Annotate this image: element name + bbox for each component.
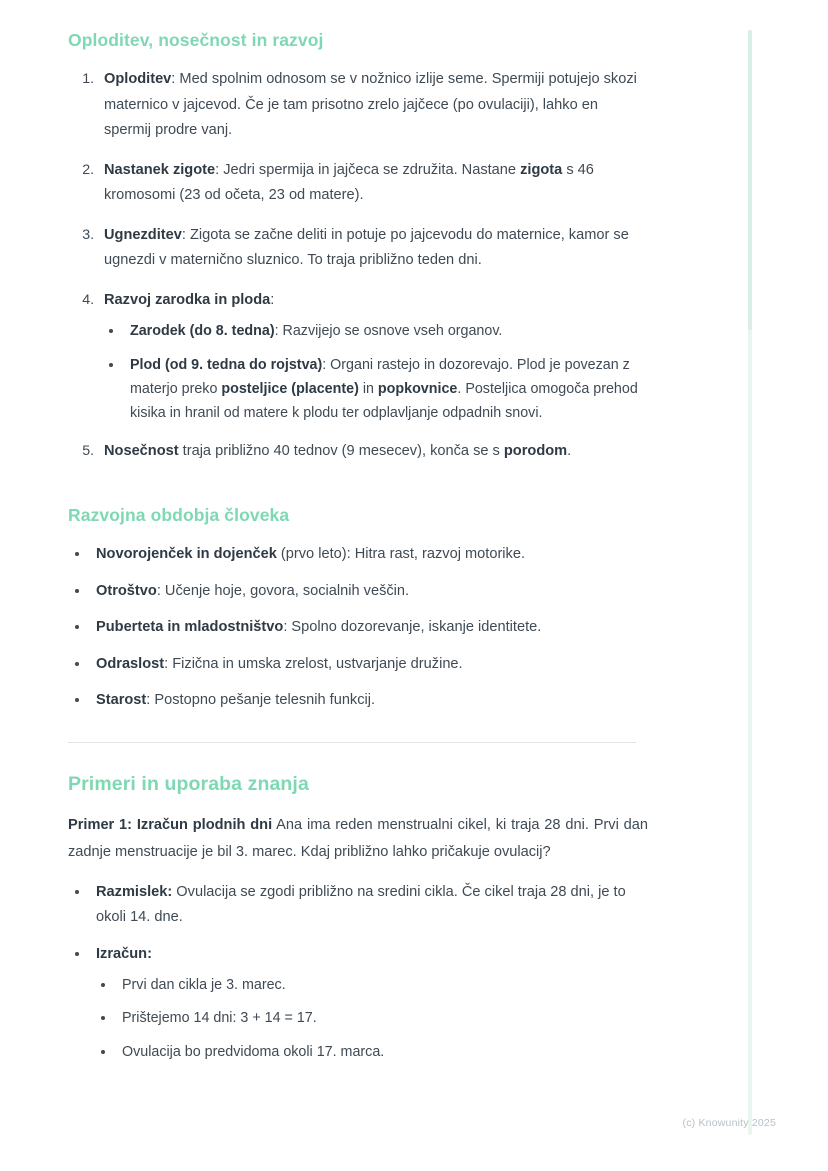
- sub-list-item: [124, 353, 648, 426]
- list-item-lead: Oploditev: [104, 71, 172, 87]
- list-item-text: : Postopno pešanje telesnih funkcij.: [146, 692, 376, 709]
- list-item-text: : Spolno dozorevanje, iskanje identitete.: [283, 619, 542, 636]
- list-item: [98, 439, 648, 465]
- list-item-lead-2: porodom: [503, 443, 568, 460]
- sub-list-item-text-3: . Posteljica omogoča prehod kisika in hranil od matere k plodu ter odplavljanje odpadnih snovi.: [130, 380, 638, 422]
- sub-list-item-text: : Razvijejo se osnove vseh organov.: [274, 323, 503, 340]
- spacer: [68, 479, 648, 505]
- example-lead: Primer 1: Izračun plodnih dni: [68, 816, 273, 833]
- list-item-lead: Puberteta in mladostništvo: [96, 619, 284, 636]
- list-item: [98, 223, 648, 274]
- list-item-text: : Učenje hoje, govora, socialnih veščin.: [156, 582, 410, 599]
- section-title-razvojna-obdobja: Razvojna obdobja človeka: [68, 504, 290, 525]
- list-item: [98, 67, 648, 144]
- example-paragraph: [68, 812, 648, 866]
- example-text: Ana ima reden menstrualni cikel, ki traja 28 dni. Prvi dan zadnje menstruacije je bil 3. marec. Kdaj približno lahko pričakuje ovulacij?: [68, 816, 649, 860]
- list-item-lead-2: zigota: [520, 161, 563, 178]
- list-item: [90, 880, 648, 931]
- list-item: [90, 615, 648, 641]
- section-title-oploditev: Oploditev, nosečnost in razvoj: [68, 30, 324, 50]
- list-item: [90, 688, 648, 714]
- sub-list-item: • Prvi dan cikla je 3. marec.: [116, 973, 648, 997]
- list-item-lead: Starost: [96, 692, 147, 709]
- list-item: [98, 288, 648, 426]
- document-content: [68, 30, 648, 1075]
- sub-list-razvoj: [104, 319, 648, 425]
- list-item-lead: Nosečnost: [104, 443, 179, 460]
- list-item-text: : Jedri spermija in jajčeca se združita. Nastane: [215, 161, 521, 178]
- list-item: [90, 652, 648, 678]
- scrollbar-thumb[interactable]: [748, 30, 752, 330]
- sub-list-item: • Prištejemo 14 dni: 3 + 14 = 17.: [116, 1006, 648, 1030]
- sub-list-item-lead: Plod (od 9. tedna do rojstva): [130, 356, 323, 373]
- sub-list-izracun: [96, 973, 648, 1064]
- sub-list-item-lead: Zarodek (do 8. tedna): [130, 323, 275, 340]
- list-item-text: traja približno 40 tednov (9 mesecev), konča se s: [178, 443, 504, 460]
- list-item-lead: Razmislek:: [96, 883, 173, 900]
- list-item-lead: Razvoj zarodka in ploda: [104, 291, 271, 308]
- list-item-text: Ovulacija se zgodi približno na sredini cikla. Če cikel traja 28 dni, je to okoli 14. dne.: [96, 883, 626, 926]
- sub-list-item: [124, 319, 648, 343]
- list-item: [98, 158, 648, 209]
- list-item-text: : Zigota se začne deliti in potuje po jajcevodu do maternice, kamor se ugnezdi v maternično sluznico. To traja približno teden dni.: [104, 226, 629, 269]
- list-item-lead: Ugnezditev: [104, 226, 182, 243]
- list-item: [90, 542, 648, 568]
- list-item-text: : Fizična in umska zrelost, ustvarjanje družine.: [164, 655, 463, 672]
- list-item-text-2: .: [567, 443, 572, 460]
- list-item-lead: Izračun:: [96, 945, 152, 962]
- sub-list-item-lead-2: posteljice (placente): [221, 380, 359, 397]
- sub-list-item-text: : Organi rastejo in dozorevajo. Plod je povezan z materjo preko: [130, 356, 630, 397]
- list-item-lead: Otroštvo: [96, 582, 157, 599]
- ordered-list-oploditev: [68, 67, 648, 465]
- list-item-lead: Novorojenček in dojenček: [96, 545, 277, 562]
- bulleted-list-primeri: [68, 880, 648, 1064]
- section-divider: [68, 742, 636, 743]
- sub-list-item-text-2: in: [358, 380, 378, 397]
- footer-copyright: (c) Knowunity 2025: [682, 1117, 776, 1129]
- list-item-lead: Nastanek zigote: [104, 161, 216, 178]
- list-item-text-2: s 46 kromosomi (23 od očeta, 23 od matere).: [104, 161, 594, 204]
- sub-list-item: • Ovulacija bo predvidoma okoli 17. marca.: [116, 1040, 648, 1064]
- list-item: [90, 579, 648, 605]
- list-item-text: (prvo leto): Hitra rast, razvoj motorike.: [276, 545, 526, 562]
- section-title-primeri: Primeri in uporaba znanja: [68, 772, 309, 795]
- list-item-lead: Odraslost: [96, 655, 165, 672]
- list-item-text: : Med spolnim odnosom se v nožnico izlije seme. Spermiji potujejo skozi maternico v jajcevod. Če je tam prisotno zrelo jajčece (po ovulaciji), lahko en spermij prodre vanj.: [104, 71, 637, 139]
- list-item-text: :: [270, 291, 275, 308]
- sub-list-item-lead-3: popkovnice: [377, 380, 458, 397]
- bulleted-list-razvojna-obdobja: [68, 542, 648, 714]
- list-item: [90, 942, 648, 1064]
